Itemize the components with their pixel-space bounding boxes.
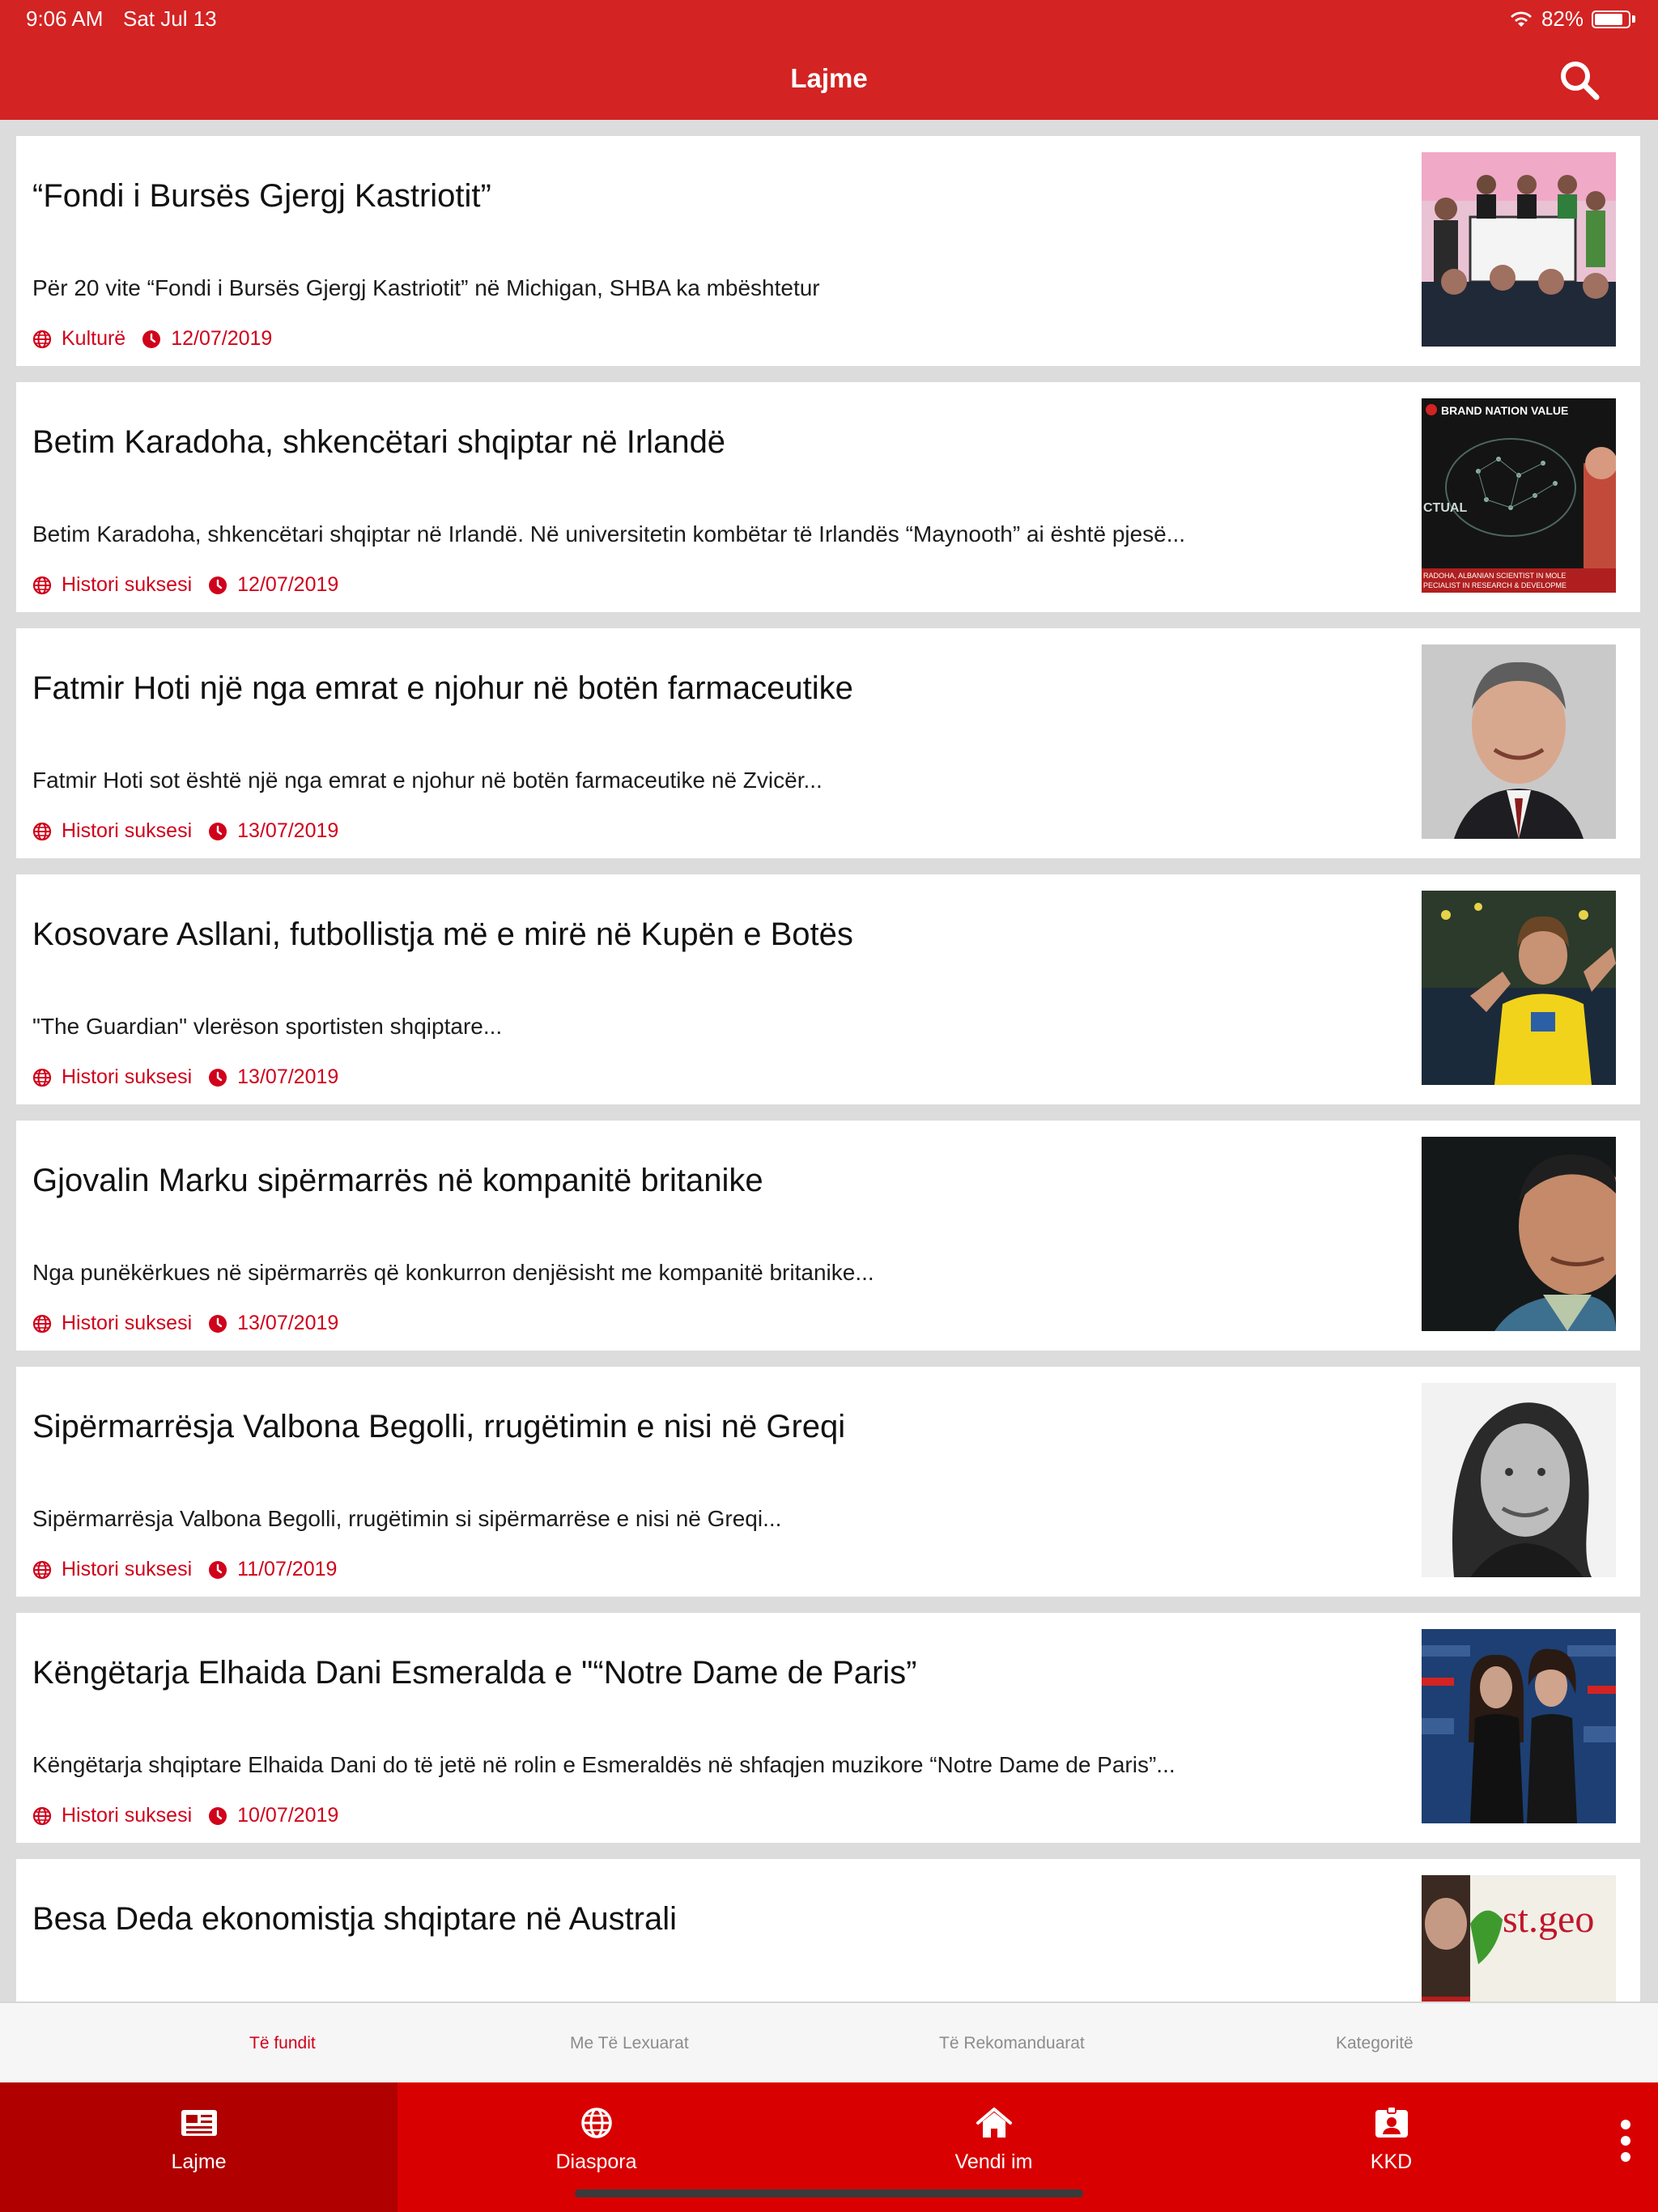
battery-nub [1632, 15, 1635, 23]
article-summary: "The Guardian" vlerëson sportisten shqiptare... [32, 1014, 503, 1039]
tab-te-fundit[interactable]: Të fundit [249, 2034, 316, 2052]
article-thumbnail[interactable] [1422, 644, 1616, 839]
article-thumbnail[interactable] [1422, 1875, 1616, 2001]
news-feed[interactable] [0, 120, 1658, 2001]
article-summary: Nga punëkërkues në sipërmarrës që konkurron denjësisht me kompanitë britanike... [32, 1260, 874, 1285]
article-card[interactable] [16, 628, 1640, 858]
clock-icon [208, 1560, 227, 1580]
article-meta [32, 1066, 338, 1089]
tab-lajme[interactable] [0, 2082, 397, 2212]
article-title: Sipërmarrësja Valbona Begolli, rrugëtimin e nisi në Greqi [32, 1409, 846, 1444]
article-meta [32, 327, 272, 351]
svg-text:RADOHA, ALBANIAN SCIENTIST IN: RADOHA, ALBANIAN SCIENTIST IN MOLE [1423, 572, 1567, 580]
clock-icon [142, 330, 161, 349]
home-indicator [575, 2189, 1083, 2197]
article-card[interactable] [16, 1367, 1640, 1597]
article-category[interactable]: Histori suksesi [62, 1558, 193, 1580]
article-date: 11/07/2019 [237, 1558, 338, 1580]
article-category[interactable]: Histori suksesi [62, 1312, 193, 1334]
battery-percent: 82% [1541, 6, 1584, 31]
article-card[interactable] [16, 136, 1640, 366]
article-category[interactable]: Histori suksesi [62, 1066, 193, 1088]
tab-label: Lajme [171, 2150, 227, 2173]
article-title: Gjovalin Marku sipërmarrës në kompanitë britanike [32, 1163, 763, 1198]
article-category[interactable]: Histori suksesi [62, 819, 193, 842]
article-date: 13/07/2019 [237, 1066, 339, 1088]
article-card[interactable] [16, 1613, 1640, 1843]
article-thumbnail[interactable] [1422, 152, 1616, 347]
clock-icon [208, 576, 227, 595]
article-date: 13/07/2019 [237, 819, 339, 842]
article-summary: Këngëtarja shqiptare Elhaida Dani do të jetë në rolin e Esmeraldës në shfaqjen muzikore “Notre Dame de Paris”... [32, 1752, 1175, 1777]
article-card[interactable] [16, 1121, 1640, 1351]
article-title: “Fondi i Bursës Gjergj Kastriotit” [32, 178, 491, 214]
globe-icon [32, 1068, 52, 1087]
tab-te-rekomanduarat[interactable]: Të Rekomanduarat [939, 2034, 1085, 2052]
clock-icon [208, 1314, 227, 1334]
globe-icon [32, 576, 52, 595]
battery-icon [1592, 11, 1630, 28]
more-vertical-icon[interactable] [1618, 2115, 1634, 2167]
id-badge-icon [1372, 2107, 1411, 2139]
article-title: Kosovare Asllani, futbollistja më e mirë në Kupën e Botës [32, 917, 853, 952]
article-card[interactable] [16, 874, 1640, 1104]
article-meta [32, 1312, 338, 1335]
article-meta [32, 819, 338, 843]
globe-icon [32, 330, 52, 349]
globe-icon [32, 1314, 52, 1334]
tab-label: Diaspora [555, 2150, 637, 2173]
status-indicators [1509, 6, 1635, 32]
feed-filter-tabs [0, 2001, 1658, 2082]
article-title: Besa Deda ekonomistja shqiptare në Australi [32, 1901, 678, 1937]
article-category[interactable]: Histori suksesi [62, 573, 193, 596]
article-title: Këngëtarja Elhaida Dani Esmeralda e "“Notre Dame de Paris” [32, 1655, 917, 1691]
article-summary: Betim Karadoha, shkencëtari shqiptar në Irlandë. Në universitetin kombëtar të Irlandës “Maynooth” ai është pjesë... [32, 521, 1186, 547]
svg-text:BRAND NATION VALUE: BRAND NATION VALUE [1441, 404, 1569, 417]
article-thumbnail[interactable] [1422, 1383, 1616, 1577]
article-date: 12/07/2019 [171, 327, 273, 350]
article-category[interactable]: Kulturë [62, 327, 126, 350]
clock-icon [208, 1068, 227, 1087]
navigation-bar [0, 37, 1658, 120]
tab-label: KKD [1370, 2150, 1413, 2173]
search-icon[interactable] [1556, 57, 1603, 104]
page-title: Lajme [790, 63, 868, 93]
tab-label: Vendi im [954, 2150, 1033, 2173]
tab-kkd[interactable] [1192, 2082, 1590, 2212]
article-thumbnail[interactable] [1422, 1629, 1616, 1823]
globe-icon [32, 822, 52, 841]
clock-icon [208, 822, 227, 841]
article-thumbnail[interactable] [1422, 1137, 1616, 1331]
article-category[interactable]: Histori suksesi [62, 1804, 193, 1827]
globe-icon [577, 2107, 616, 2139]
globe-icon [32, 1806, 52, 1826]
article-summary: Fatmir Hoti sot është një nga emrat e njohur në botën farmaceutike në Zvicër... [32, 768, 823, 793]
article-thumbnail[interactable] [1422, 398, 1616, 593]
article-title: Fatmir Hoti një nga emrat e njohur në botën farmaceutike [32, 670, 853, 706]
status-date: Sat Jul 13 [123, 6, 217, 31]
article-date: 13/07/2019 [237, 1312, 339, 1334]
status-time: 9:06 AM [26, 6, 104, 31]
clock-icon [208, 1806, 227, 1826]
status-bar [0, 0, 1658, 37]
tab-kategorite[interactable]: Kategoritë [1336, 2034, 1414, 2052]
svg-text:st.geo: st.geo [1503, 1898, 1595, 1941]
article-card[interactable] [16, 1859, 1640, 2001]
article-thumbnail[interactable] [1422, 891, 1616, 1085]
article-date: 10/07/2019 [237, 1804, 339, 1827]
article-card[interactable] [16, 382, 1640, 612]
article-title: Betim Karadoha, shkencëtari shqiptar në Irlandë [32, 424, 726, 460]
newspaper-icon [180, 2107, 219, 2139]
tab-me-te-lexuarat[interactable]: Me Të Lexuarat [570, 2034, 689, 2052]
article-summary: Për 20 vite “Fondi i Bursës Gjergj Kastriotit” në Michigan, SHBA ka mbështetur [32, 275, 820, 300]
home-icon [975, 2107, 1014, 2139]
article-meta [32, 1558, 337, 1581]
article-summary: Sipërmarrësja Valbona Begolli, rrugëtimin si sipërmarrëse e nisi në Greqi... [32, 1506, 782, 1531]
svg-text:CTUAL: CTUAL [1423, 501, 1468, 515]
article-date: 12/07/2019 [237, 573, 339, 596]
wifi-icon [1509, 11, 1533, 28]
globe-icon [32, 1560, 52, 1580]
svg-text:PECIALIST IN RESEARCH & DEVELO: PECIALIST IN RESEARCH & DEVELOPME [1423, 581, 1567, 589]
article-meta [32, 573, 338, 597]
article-meta [32, 1804, 338, 1827]
